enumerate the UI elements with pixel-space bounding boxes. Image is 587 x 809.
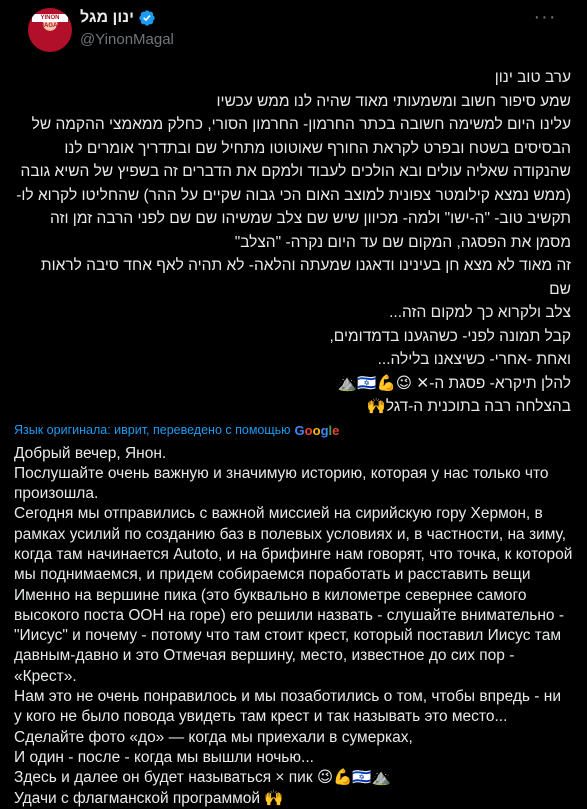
russian-line: Здесь и далее он будет называться × пик 😉💪🇮🇱⛰️ (14, 769, 391, 787)
more-options-icon[interactable]: ··· (533, 6, 557, 28)
avatar-tag: YINON MAGAL (32, 14, 68, 22)
hebrew-line: מסמן את הפסגה, המקום שם עד היום נקרה- "הצלב" (234, 233, 571, 251)
g2-letter: g (320, 422, 329, 438)
hebrew-line: להלן תיקרא- פסגת ה-✕ 😉💪🇮🇱⛰️ (337, 374, 571, 392)
russian-line: Послушайте очень важную и значимую историю, которая у нас только что произошла. (14, 464, 549, 503)
hebrew-line: עלינו היום למשימה חשובה בכתר החרמון- החרמון הסורי, כחלק ממאמצי ההקמה של (31, 116, 571, 133)
google-logo (295, 423, 340, 438)
russian-line: Добрый вечер, Янон. (14, 444, 167, 462)
hebrew-line: הבסיסים בשטח ובפרט לקראת החורף שאוטוטו מתחיל שם ובתדריך אומרים לנו (64, 139, 571, 157)
hebrew-line: ואחת -אחרי- כשיצאנו בלילה... (377, 351, 571, 368)
hebrew-line: צלב ולקרוא כך למקום הזה... (389, 304, 571, 321)
verified-badge-icon (138, 9, 156, 27)
l-letter: l (328, 422, 333, 438)
russian-line: Нам это не очень понравилось и мы позаботились о том, чтобы впредь - ни у кого не было повода увидеть там крест и так называть это место... (14, 688, 561, 726)
translation-note-text: Язык оригинала: иврит, переведено с помощью (14, 423, 291, 437)
avatar[interactable] (28, 8, 72, 52)
russian-translation (14, 444, 573, 809)
hebrew-text (14, 66, 573, 419)
hebrew-line: תקשיב טוב- "ה-ישו" ולמה- מכיוון שיש שם צלב שמשיהו שם שם לפני הרבה זמן וזה (49, 210, 571, 227)
russian-line: И один - после - когда мы вышли ночью... (14, 748, 314, 766)
hebrew-line: ערב טוב ינון (494, 69, 571, 86)
post-header (14, 0, 573, 60)
hebrew-line: בהצלחה רבה בתוכנית ה-דגל🙌 (366, 398, 571, 415)
g-letter: G (294, 422, 305, 438)
handle[interactable]: @YinonMagal (80, 31, 174, 48)
hebrew-line: שמע סיפור חשוב ומשמעותי מאוד שהיה לנו ממש עכשיו (216, 92, 571, 110)
name-row (80, 9, 156, 27)
hebrew-line: שהנקודה שאליה עולים ובא הולכים לעבוד ולמקם את הדברים זה בשפיץ של השיא גובה (20, 163, 571, 180)
o2-letter: o (312, 422, 321, 438)
russian-line: Удачи с флагманской программой 🙌 (14, 789, 284, 807)
hebrew-line: קבל תמונה לפני- כשהגענו בדמדומים, (329, 327, 571, 345)
e-letter: e (332, 422, 340, 438)
russian-line: Сегодня мы отправились с важной миссией на сирийскую гору Хермон, в рамках усилий по созданию баз в полевых условиях и, в частности, на зиму, когда там начинается Autoto, и на брифинге нам говорят, что точка, к которой мы поднимаемся, и придем собираемся поработать и расставить вещи Именно на вершине пика (это буквально в километре севернее самого высокого поста ООН на горе) его решили назвать - слушайте внимательно - "Иисус" и почему - потому что там стоит крест, который поставил Иисус там давным-давно и это Отмечая вершину, место, известное до сих пор - «Крест». (14, 505, 573, 685)
russian-line: Сделайте фото «до» — когда мы приехали в сумерках, (14, 728, 413, 746)
translation-note[interactable] (14, 423, 573, 438)
o1-letter: o (304, 422, 313, 438)
hebrew-line: (ממש נמצא קילומטר צפונית למוצב האום הכי גבוה שקיים על ההר) שהחליטו לקרוא לו- (16, 186, 571, 204)
display-name[interactable]: ינון מגל (80, 9, 134, 26)
hebrew-line: זה מאוד לא מצא חן בעינינו ודאגנו שמעתה והלאה- לא תהיה לאף אחד סיבה לראות שם (40, 257, 571, 298)
